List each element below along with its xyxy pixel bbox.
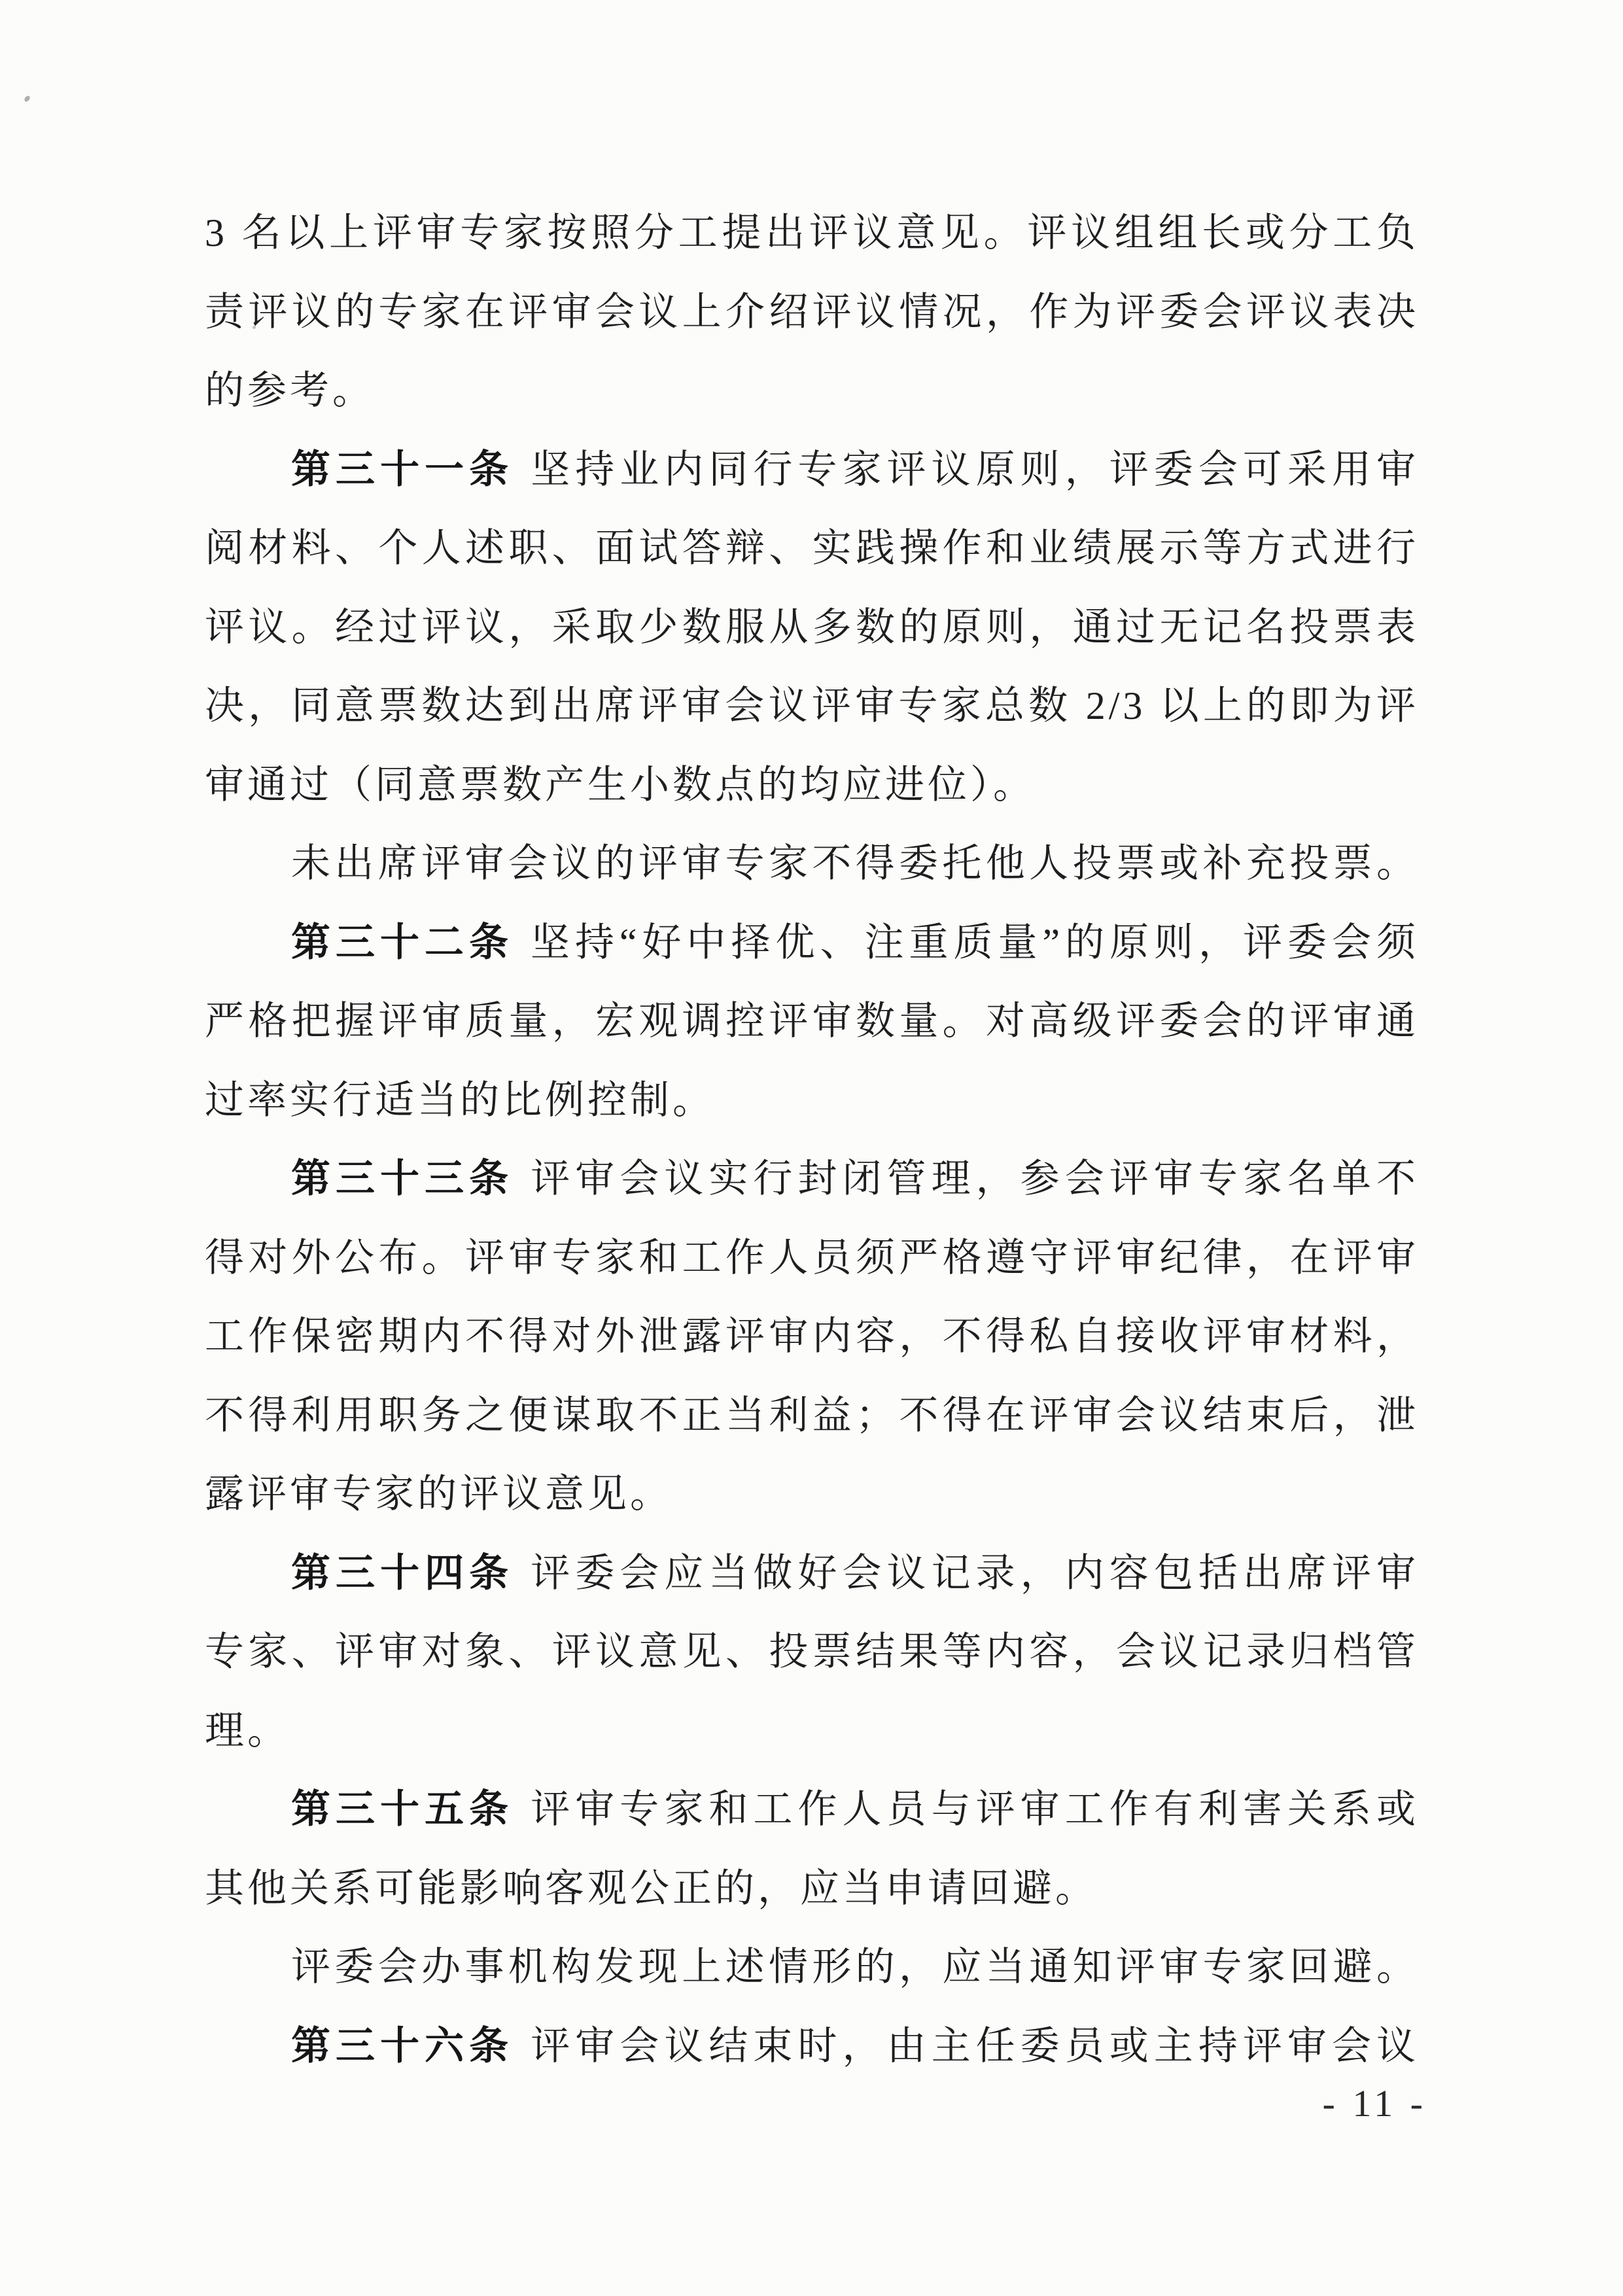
line-text: 评审会议实行封闭管理，参会评审专家名单不 [531,1157,1420,1200]
text-line [205,430,1419,510]
text-line [205,903,1419,983]
article-number-label: 第三十二条 [291,920,514,964]
article-number-label: 第三十六条 [291,2024,514,2068]
text-line [205,1849,1419,1928]
page-number: - 11 - [1322,2082,1427,2125]
text-line [205,667,1419,746]
text-line [205,824,1419,903]
text-line [205,746,1419,825]
text-line [205,1455,1419,1534]
line-text: 坚持“好中择优、注重质量”的原则，评委会须 [530,920,1420,964]
line-text: 3 名以上评审专家按照分工提出评议意见。评议组组长或分工负 [205,211,1419,254]
text-line [205,1061,1419,1140]
text-line [205,1139,1419,1219]
text-line [205,1692,1419,1771]
text-line [205,1928,1419,2007]
line-text: 理。 [205,1709,290,1752]
line-text: 阅材料、个人述职、面试答辩、实践操作和业绩展示等方式进行 [205,527,1419,570]
text-line [205,2007,1419,2086]
article-number-label: 第三十五条 [291,1788,514,1831]
line-text: 评委会办事机构发现上述情形的，应当通知评审专家回避。 [291,1945,1419,1989]
line-text: 不得利用职务之便谋取不正当利益；不得在评审会议结束后，泄 [205,1393,1419,1437]
line-text: 审通过（同意票数产生小数点的均应进位）。 [205,763,1036,807]
text-line [205,1297,1419,1376]
line-text: 的参考。 [205,369,375,412]
line-text: 未出席评审会议的评审专家不得委托他人投票或补充投票。 [291,842,1419,885]
line-text: 其他关系可能影响客观公正的，应当申请回避。 [205,1866,1098,1910]
text-line [205,1219,1419,1298]
line-text: 评审会议结束时，由主任委员或主持评审会议 [531,2024,1420,2068]
text-line [205,1770,1419,1849]
scan-artifact [24,95,31,103]
document-body [205,194,1419,2085]
line-text: 严格把握评审质量，宏观调控评审数量。对高级评委会的评审通 [205,1000,1419,1043]
line-text: 坚持业内同行专家评议原则，评委会可采用审 [531,447,1420,491]
line-text: 过率实行适当的比例控制。 [205,1078,715,1122]
text-line [205,982,1419,1061]
line-text: 评审专家和工作人员与评审工作有利害关系或 [531,1788,1420,1831]
text-line [205,509,1419,588]
text-line [205,588,1419,667]
line-text: 评议。经过评议，采取少数服从多数的原则，通过无记名投票表 [205,605,1419,649]
article-number-label: 第三十三条 [291,1157,514,1200]
text-line [205,1612,1419,1692]
text-line [205,1534,1419,1613]
line-text: 决，同意票数达到出席评审会议评审专家总数 2/3 以上的即为评 [205,684,1419,727]
line-text: 工作保密期内不得对外泄露评审内容，不得私自接收评审材料， [205,1315,1419,1358]
text-line [205,1376,1419,1455]
text-line [205,273,1419,352]
line-text: 专家、评审对象、评议意见、投票结果等内容，会议记录归档管 [205,1630,1419,1673]
line-text: 评委会应当做好会议记录，内容包括出席评审 [531,1551,1420,1595]
line-text: 责评议的专家在评审会议上介绍评议情况，作为评委会评议表决 [205,290,1419,334]
text-line [205,194,1419,273]
line-text: 得对外公布。评审专家和工作人员须严格遵守评审纪律，在评审 [205,1236,1419,1279]
line-text: 露评审专家的评议意见。 [205,1472,672,1516]
text-line [205,351,1419,430]
article-number-label: 第三十一条 [291,447,514,491]
article-number-label: 第三十四条 [291,1551,514,1595]
